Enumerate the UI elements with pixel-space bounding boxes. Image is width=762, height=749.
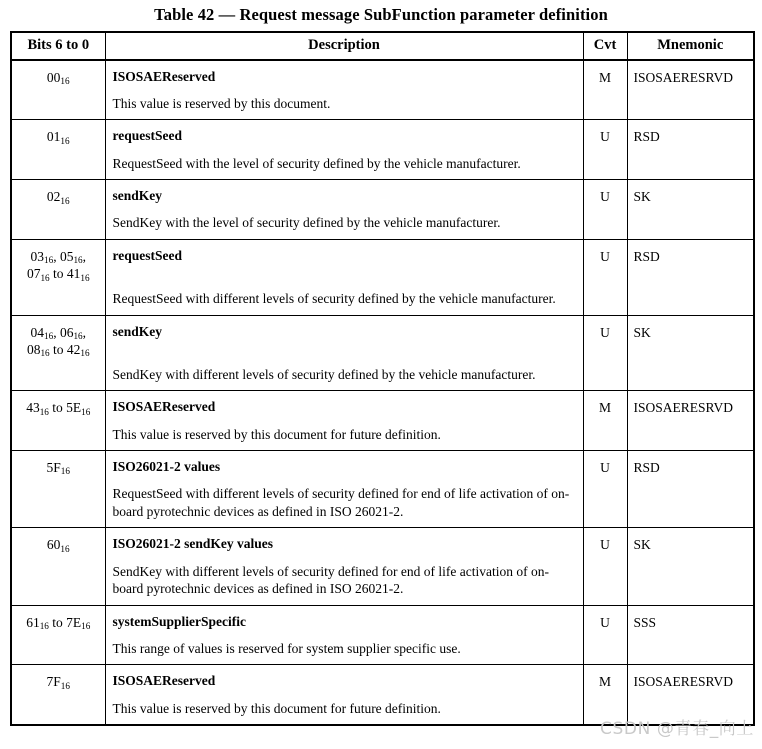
cell-description	[105, 60, 583, 120]
cell-cvt: M	[583, 665, 627, 725]
table-row	[11, 605, 754, 665]
cell-cvt: U	[583, 239, 627, 315]
cell-mnemonic: RSD	[627, 120, 754, 180]
description-title: sendKey	[112, 323, 163, 339]
table-row	[11, 315, 754, 391]
cell-cvt: U	[583, 451, 627, 528]
cell-mnemonic: ISOSAERESRVD	[627, 391, 754, 451]
table-row	[11, 120, 754, 180]
table-row	[11, 239, 754, 315]
description-title: sendKey	[112, 188, 163, 204]
cell-cvt: M	[583, 60, 627, 120]
description-title: ISOSAEReserved	[112, 673, 216, 689]
description-body: RequestSeed with the level of security defined by the vehicle manufacturer.	[112, 155, 521, 171]
column-header-mnemonic: Mnemonic	[627, 32, 754, 60]
cell-cvt: M	[583, 391, 627, 451]
table-container	[10, 31, 753, 726]
table-row	[11, 528, 754, 605]
description-title: requestSeed	[112, 128, 182, 144]
cell-bits: $03_{16}$, $05_{16}$, $07_{16}$ to $41_{16}$	[11, 239, 105, 315]
table-row	[11, 180, 754, 240]
description-body: This range of values is reserved for system supplier specific use.	[112, 640, 461, 656]
cell-description	[105, 180, 583, 240]
table-row	[11, 451, 754, 528]
cell-bits: $43_{16}$ to $5E_{16}$	[11, 391, 105, 451]
description-title: requestSeed	[112, 247, 182, 263]
cell-cvt: U	[583, 180, 627, 240]
cell-description	[105, 391, 583, 451]
table-header	[11, 32, 754, 60]
description-body: RequestSeed with different levels of security defined for end of life activation of on-board pyrotechnic devices as defined in ISO 26021-2.	[112, 486, 570, 519]
description-title: ISOSAEReserved	[112, 68, 216, 84]
cell-mnemonic: ISOSAERESRVD	[627, 665, 754, 725]
cell-cvt: U	[583, 120, 627, 180]
description-title: ISOSAEReserved	[112, 399, 216, 415]
cell-bits: $60_{16}$	[11, 528, 105, 605]
table-caption: Table 42 — Request message SubFunction parameter definition	[154, 5, 608, 24]
cell-description	[105, 665, 583, 725]
table-row	[11, 60, 754, 120]
cell-bits: $04_{16}$, $06_{16}$, $08_{16}$ to $42_{16}$	[11, 315, 105, 391]
cell-description	[105, 315, 583, 391]
cell-cvt: U	[583, 528, 627, 605]
description-body: This value is reserved by this document for future definition.	[112, 700, 441, 716]
cell-mnemonic: RSD	[627, 239, 754, 315]
cell-mnemonic: ISOSAERESRVD	[633, 69, 733, 85]
cell-description	[105, 605, 583, 665]
description-title: ISO26021-2 values	[112, 459, 221, 475]
cell-cvt: U	[583, 315, 627, 391]
cell-bits: $02_{16}$	[11, 180, 105, 240]
cell-bits: $7F_{16}$	[11, 665, 105, 725]
description-body: SendKey with the level of security defined by the vehicle manufacturer.	[112, 215, 501, 231]
description-body: RequestSeed with different levels of security defined by the vehicle manufacturer.	[112, 291, 556, 307]
cell-description	[105, 120, 583, 180]
csdn-watermark: CSDN @青春_向上	[600, 719, 754, 739]
table-header-row	[11, 32, 754, 60]
cell-mnemonic: SK	[627, 180, 754, 240]
cell-bits: $5F_{16}$	[11, 451, 105, 528]
cell-description	[105, 451, 583, 528]
table-body	[11, 60, 754, 725]
column-header-cvt: Cvt	[583, 32, 627, 60]
cell-cvt: U	[583, 605, 627, 665]
cell-bits: $61_{16}$ to $7E_{16}$	[11, 605, 105, 665]
cell-description	[105, 239, 583, 315]
description-body: SendKey with different levels of security defined by the vehicle manufacturer.	[112, 366, 536, 382]
table-row	[11, 665, 754, 725]
cell-mnemonic: SK	[627, 528, 754, 605]
cell-bits: $01_{16}$	[11, 120, 105, 180]
cell-mnemonic: RSD	[627, 451, 754, 528]
description-body: This value is reserved by this document.	[112, 95, 331, 111]
subfunction-parameter-table	[10, 31, 755, 726]
cell-bits: $00_{16}$	[11, 60, 105, 120]
table-row	[11, 391, 754, 451]
description-title: ISO26021-2 sendKey values	[112, 536, 274, 552]
column-header-description: Description	[105, 32, 583, 60]
description-body: SendKey with different levels of security defined for end of life activation of on-board pyrotechnic devices as defined in ISO 26021-2.	[112, 563, 549, 597]
description-title: systemSupplierSpecific	[112, 613, 246, 629]
column-header-bits: Bits 6 to 0	[11, 32, 105, 60]
cell-description	[105, 528, 583, 605]
cell-mnemonic: SSS	[627, 605, 754, 665]
cell-mnemonic: SK	[627, 315, 754, 391]
description-body: This value is reserved by this document for future definition.	[112, 426, 441, 442]
